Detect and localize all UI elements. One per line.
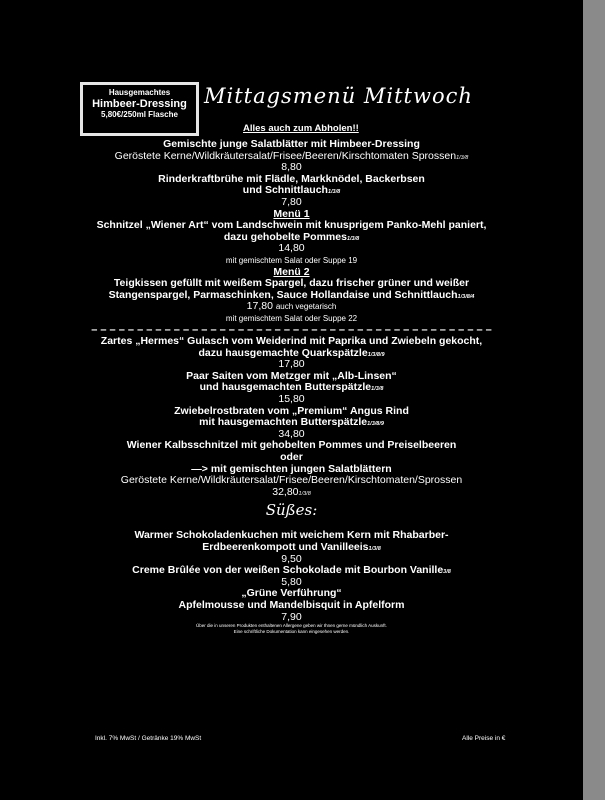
- saiten-line1: Paar Saiten vom Metzger mit „Alb-Linsen“: [186, 369, 397, 382]
- menu2-note: mit gemischtem Salat oder Suppe 22: [225, 313, 358, 323]
- goulash-line2: dazu hausgemachte Quarkspätzle1/3/8/9: [198, 346, 385, 359]
- dressing-badge: [80, 82, 199, 136]
- badge-line2: Himbeer-Dressing: [92, 98, 187, 110]
- salad-title: Gemischte junge Salatblätter mit Himbeer-Dressing: [163, 138, 420, 150]
- badge-line1: Hausgemachtes: [108, 88, 171, 97]
- pickup-note: Alles auch zum Abholen!!: [243, 123, 359, 134]
- menu2-allergens: 1/3/8/4: [457, 293, 475, 300]
- kalb-line1: Wiener Kalbsschnitzel mit gehobelten Pommes und Preiselbeeren: [126, 439, 457, 452]
- salad-allergens: 1/3/8: [456, 154, 469, 161]
- salad-desc: Geröstete Kerne/Wildkräutersalat/Frisee/Beeren/Kirschtomaten Sprossen1/3/8: [114, 149, 469, 162]
- green-price: 7,90: [281, 610, 302, 623]
- kalb-line2: —> mit gemischten jungen Salatblättern: [191, 462, 392, 475]
- menu1-allergens: 1/3/8: [346, 235, 360, 242]
- goulash-line1: Zartes „Hermes“ Gulasch vom Weiderind mit Paprika und Zwiebeln gekocht,: [100, 335, 483, 348]
- menu2-veg: auch vegetarisch: [275, 302, 337, 312]
- currency-note: Alle Preise in €: [462, 735, 506, 742]
- menu1-label: Menü 1: [273, 207, 310, 220]
- zwiebel-price: 34,80: [278, 427, 305, 440]
- green-line1: „Grüne Verführung“: [241, 587, 342, 600]
- menu2-price: 17,80: [246, 300, 273, 313]
- allergen-note1: Über die in unseren Produkten enthaltenen Allergene geben wir Ihnen gerne mündlich Auskunft.: [196, 623, 387, 629]
- badge-price: 5,80€/250ml Flasche: [101, 110, 178, 119]
- menu-title: Mittagsmenü Mittwoch: [204, 84, 473, 108]
- kalb-price: 32,80: [272, 485, 299, 498]
- goulash-price: 17,80: [278, 358, 305, 371]
- zwiebel-line2: mit hausgemachten Butterspätzle1/3/8/9: [199, 416, 384, 429]
- menu-list: [0, 139, 583, 635]
- menu2-line1: Teigkissen gefüllt mit weißem Spargel, dazu frischer grüner und weißer: [113, 277, 470, 290]
- soup-line2: und Schnittlauch1/3/8: [242, 184, 341, 197]
- saiten-price: 15,80: [278, 393, 305, 406]
- kalb-or: oder: [280, 451, 303, 464]
- soup-price: 7,80: [281, 195, 302, 208]
- salad-price: 8,80: [281, 161, 302, 174]
- choc-allergens: 1/3/8: [368, 546, 381, 552]
- soup-line1: Rinderkraftbrühe mit Flädle, Markknödel, Backerbsen: [158, 172, 425, 185]
- allergen-note2: Eine schriftliche Dokumentation kann eingesehen werden.: [233, 629, 350, 635]
- green-line2: Apfelmousse und Mandelbisquit in Apfelform: [178, 598, 405, 611]
- menu2-price-line: [0, 301, 583, 313]
- creme-line: Creme Brûlée von der weißen Schokolade mit Bourbon Vanille3/8: [132, 564, 451, 577]
- creme-price: 5,80: [281, 575, 302, 588]
- divider: – – – – – – – – – – – – – – – – – – – – – – – – – – – – – – – – – – – – – – – – – – – –: [91, 323, 492, 336]
- saiten-allergens: 1/3/8: [371, 386, 384, 393]
- menu1-line1: Schnitzel „Wiener Art“ vom Landschwein mit knusprigem Panko-Mehl paniert,: [96, 219, 487, 232]
- zwiebel-allergens: 1/3/8/9: [367, 421, 384, 428]
- zwiebel-line1: Zwiebelrostbraten vom „Premium“ Angus Rind: [174, 404, 409, 417]
- menu2-line2: Stangenspargel, Parmaschinken, Sauce Hollandaise und Schnittlauch1/3/8/4: [108, 288, 475, 301]
- creme-allergens: 3/8: [443, 569, 451, 576]
- goulash-allergens: 1/3/8/9: [367, 351, 385, 358]
- menu1-note: mit gemischtem Salat oder Suppe 19: [225, 255, 358, 265]
- sweets-heading: Süßes:: [265, 501, 318, 520]
- kalb-desc: Geröstete Kerne/Wildkräutersalat/Frisee/Beeren/Kirschtomaten/Sprossen: [120, 474, 463, 487]
- kalb-price-line: [0, 487, 583, 499]
- tax-note: Inkl. 7% MwSt / Getränke 19% MwSt: [95, 735, 202, 742]
- saiten-line2: und hausgemachten Butterspätzle1/3/8: [199, 381, 384, 394]
- choc-line2: Erdbeerenkompott und Vanilleeis1/3/8: [202, 541, 381, 553]
- soup-allergens: 1/3/8: [327, 189, 341, 196]
- kalb-allergens: 1/3/8: [298, 490, 311, 497]
- menu1-price: 14,80: [278, 242, 305, 255]
- menu1-line2: dazu gehobelte Pommes1/3/8: [223, 230, 360, 243]
- choc-line1: Warmer Schokoladenkuchen mit weichem Kern mit Rhabarber-: [134, 529, 449, 542]
- menu2-label: Menü 2: [273, 265, 310, 278]
- choc-price: 9,50: [281, 552, 302, 565]
